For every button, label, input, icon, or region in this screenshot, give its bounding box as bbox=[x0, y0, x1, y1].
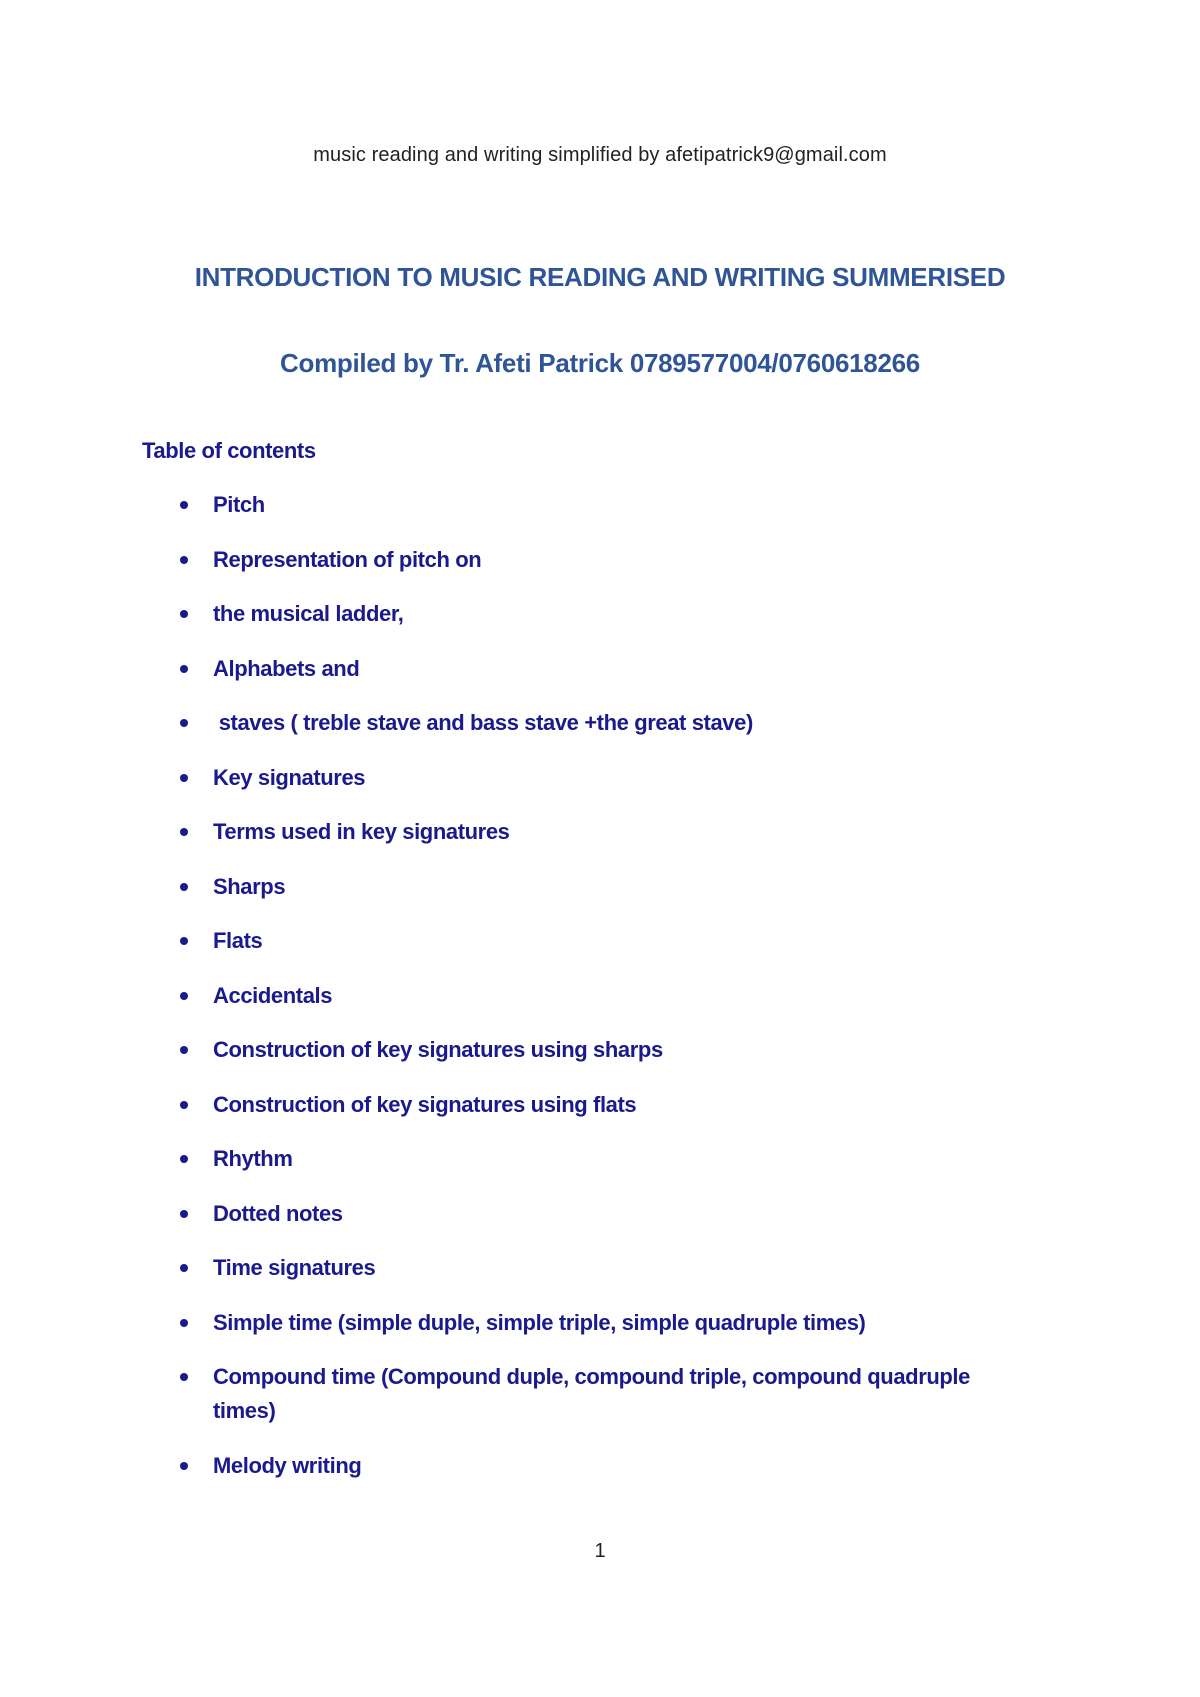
page-header: music reading and writing simplified by afetipatrick9@gmail.com bbox=[313, 144, 887, 166]
toc-item-label: Terms used in key signatures bbox=[213, 819, 510, 844]
toc-list bbox=[0, 488, 1200, 1503]
toc-item-label: Time signatures bbox=[213, 1255, 376, 1280]
bullet-icon bbox=[180, 556, 188, 564]
document-title: INTRODUCTION TO MUSIC READING AND WRITING SUMMERISED bbox=[194, 262, 1006, 292]
bullet-icon bbox=[180, 992, 188, 1000]
toc-item-label: Melody writing bbox=[213, 1452, 362, 1478]
bullet-icon bbox=[180, 828, 188, 836]
toc-item bbox=[0, 1360, 1013, 1428]
toc-item-label: Flats bbox=[213, 928, 263, 953]
toc-item-label: Pitch bbox=[213, 492, 265, 517]
bullet-icon bbox=[180, 1155, 188, 1163]
bullet-icon bbox=[180, 937, 188, 945]
page-number: 1 bbox=[594, 1540, 606, 1562]
toc-item bbox=[0, 924, 1013, 958]
bullet-icon bbox=[180, 610, 188, 618]
toc-item bbox=[0, 1197, 1013, 1231]
toc-item bbox=[0, 1088, 1013, 1122]
toc-item bbox=[0, 543, 1013, 577]
bullet-icon bbox=[180, 719, 188, 727]
toc-heading: Table of contents bbox=[142, 438, 316, 463]
bullet-icon bbox=[180, 1373, 188, 1381]
toc-item-label: Alphabets and bbox=[213, 655, 360, 681]
toc-item-label: Simple time (simple duple, simple triple, simple quadruple times) bbox=[213, 1309, 866, 1335]
toc-item bbox=[0, 1251, 1013, 1285]
toc-item-label: Key signatures bbox=[213, 764, 366, 790]
toc-item bbox=[0, 1449, 1013, 1483]
toc-item-label: Construction of key signatures using sharps bbox=[213, 1037, 663, 1062]
toc-item bbox=[0, 979, 1013, 1013]
bullet-icon bbox=[180, 774, 188, 782]
bullet-icon bbox=[180, 665, 188, 673]
bullet-icon bbox=[180, 501, 188, 509]
toc-item bbox=[0, 706, 1013, 740]
bullet-icon bbox=[180, 1101, 188, 1109]
toc-item bbox=[0, 761, 1013, 795]
toc-item bbox=[0, 1033, 1013, 1067]
document-subtitle: Compiled by Tr. Afeti Patrick 0789577004/0760618266 bbox=[280, 348, 920, 378]
bullet-icon bbox=[180, 1210, 188, 1218]
toc-item bbox=[0, 870, 1013, 904]
toc-item-label: Sharps bbox=[213, 873, 286, 899]
toc-item-label: Dotted notes bbox=[213, 1200, 343, 1226]
bullet-icon bbox=[180, 1319, 188, 1327]
toc-item bbox=[0, 815, 1013, 849]
toc-item bbox=[0, 1306, 1013, 1340]
toc-item-label: Compound time (Compound duple, compound triple, compound quadruple times) bbox=[213, 1364, 970, 1423]
toc-item bbox=[0, 652, 1013, 686]
toc-item-label: Rhythm bbox=[213, 1146, 293, 1171]
toc-item bbox=[0, 597, 1013, 631]
toc-item-label: Accidentals bbox=[213, 982, 333, 1008]
toc-item bbox=[0, 1142, 1013, 1176]
toc-item-label: Construction of key signatures using flats bbox=[213, 1091, 637, 1117]
bullet-icon bbox=[180, 1046, 188, 1054]
bullet-icon bbox=[180, 1264, 188, 1272]
toc-item bbox=[0, 488, 1013, 522]
toc-item-label: the musical ladder, bbox=[213, 601, 404, 626]
bullet-icon bbox=[180, 1462, 188, 1470]
toc-item-label: staves ( treble stave and bass stave +the great stave) bbox=[213, 710, 753, 735]
toc-item-label: Representation of pitch on bbox=[213, 546, 482, 572]
bullet-icon bbox=[180, 883, 188, 891]
